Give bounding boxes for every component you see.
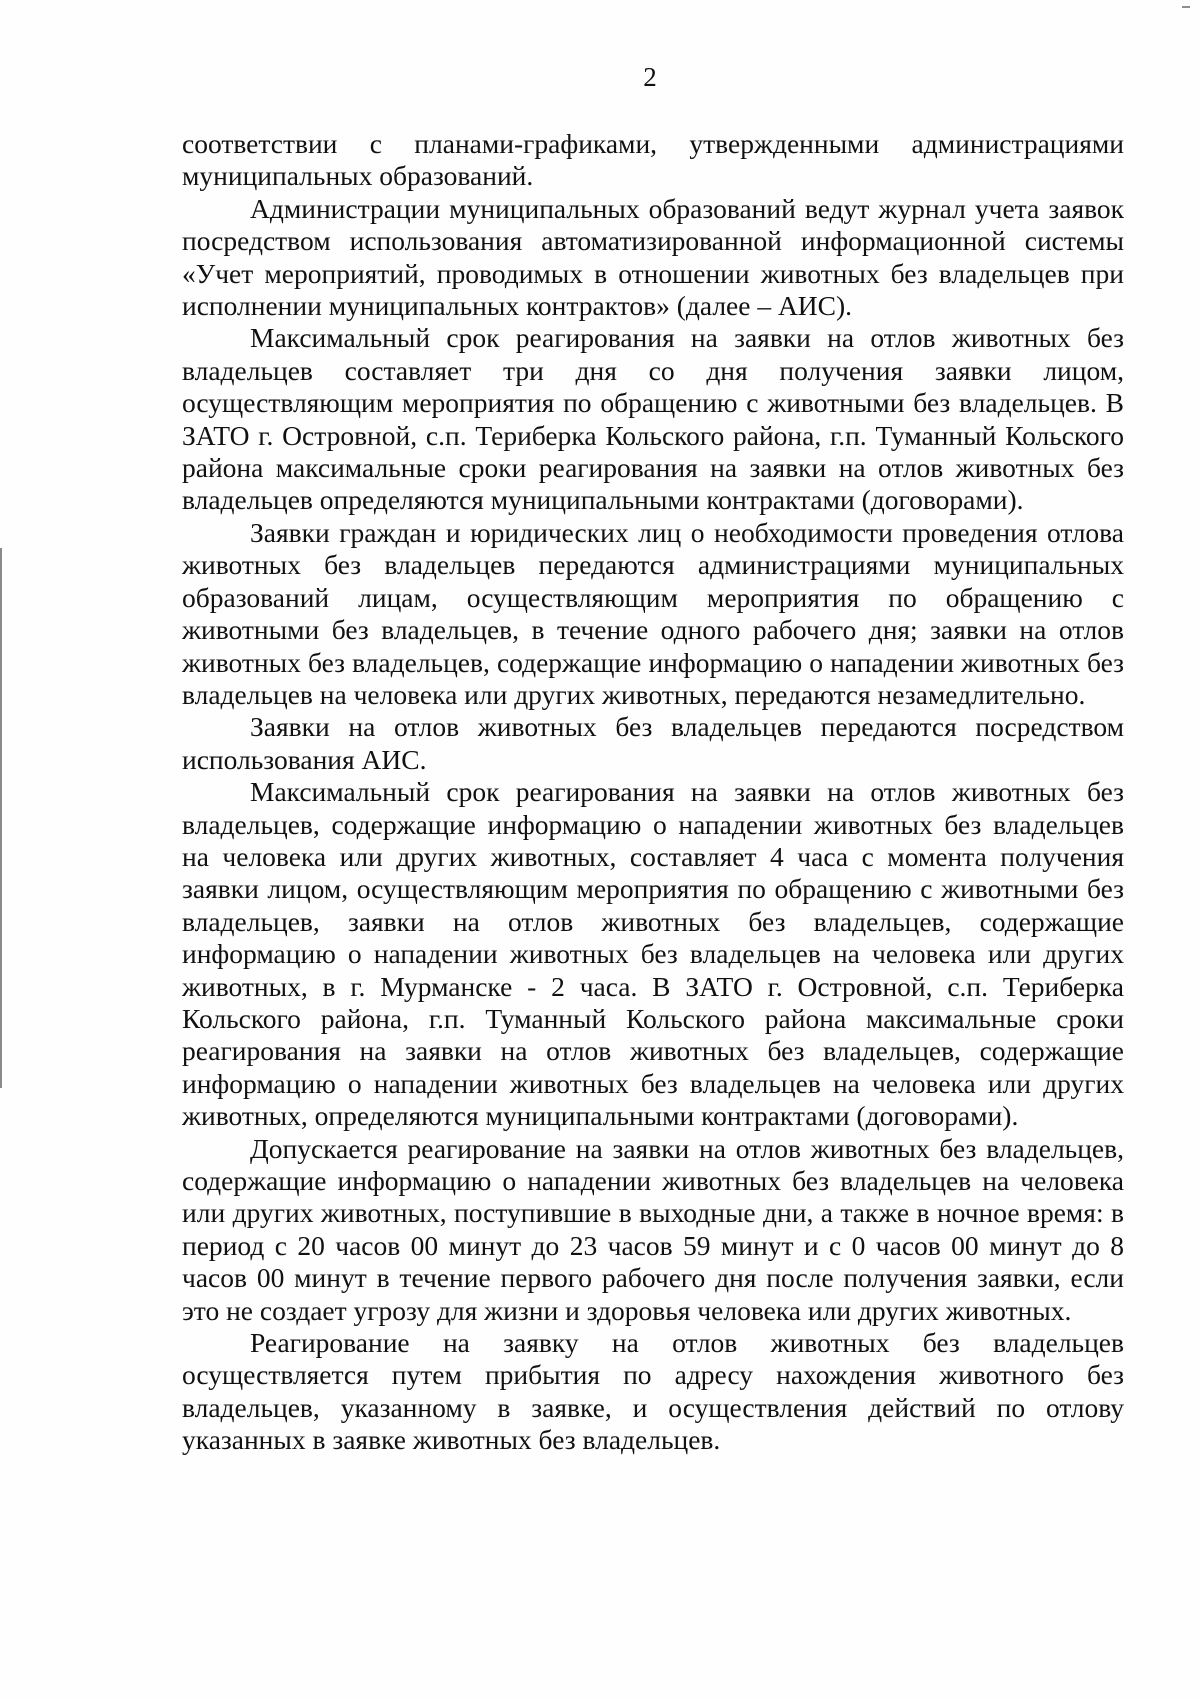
- paragraph-night-weekend-response: Допускается реагирование на заявки на отлов животных без владельцев, содержащие информацию о нападении животных без владельцев на человека или других животных, поступившие в выходные дни, а также в ночное время: в период с 20 часов 00 минут до 23 часов 59 минут и с 0 часов 00 минут до 8 часов 00 минут в течение первого рабочего дня после получения заявки, если это не создает угрозу для жизни и здоровья человека или других животных.: [182, 1132, 1124, 1326]
- scan-corner-mark: [1182, 6, 1190, 8]
- paragraph-attack-response-term: Максимальный срок реагирования на заявки на отлов животных без владельцев, содержащие информацию о нападении животных без владельцев на человека или других животных, составляет 4 часа с момента получения заявки лицом, осуществляющим мероприятия по обращению с животными без владельцев, заявки на отлов животных без владельцев, содержащие информацию о нападении животных без владельцев на человека или других животных, в г. Мурманске - 2 часа. В ЗАТО г. Островной, с.п. Териберка Кольского района, г.п. Туманный Кольского района максимальные сроки реагирования на заявки на отлов животных без владельцев, содержащие информацию о нападении животных без владельцев на человека или других животных, определяются муниципальными контрактами (договорами).: [182, 776, 1124, 1132]
- paragraph-requests-via-ais: Заявки на отлов животных без владельцев передаются посредством использования АИС.: [182, 711, 1124, 775]
- scan-edge-shadow: [0, 548, 2, 1088]
- page-number: 2: [643, 62, 657, 92]
- paragraph-ais-journal: Администрации муниципальных образований ведут журнал учета заявок посредством использования автоматизированной информационной системы «Учет мероприятий, проводимых в отношении животных без владельцев при исполнении муниципальных контрактов» (далее – АИС).: [182, 192, 1124, 322]
- paragraph-response-procedure: Реагирование на заявку на отлов животных без владельцев осуществляется путем прибытия по адресу нахождения животного без владельцев, указанному в заявке, и осуществления действий по отлову указанных в заявке животных без владельцев.: [182, 1327, 1124, 1456]
- paragraph-requests-transfer: Заявки граждан и юридических лиц о необходимости проведения отлова животных без владельцев передаются администрациями муниципальных образований лицам, осуществляющим мероприятия по обращению с животными без владельцев, в течение одного рабочего дня; заявки на отлов животных без владельцев, содержащие информацию о нападении животных без владельцев на человека или других животных, передаются незамедлительно.: [182, 516, 1124, 710]
- document-body: [182, 128, 1124, 1457]
- paragraph-continuation: соответствии с планами-графиками, утвержденными администрациями муниципальных образований.: [182, 128, 1124, 192]
- paragraph-max-response-term: Максимальный срок реагирования на заявки на отлов животных без владельцев составляет три дня со дня получения заявки лицом, осуществляющим мероприятия по обращению с животными без владельцев. В ЗАТО г. Островной, с.п. Териберка Кольского района, г.п. Туманный Кольского района максимальные сроки реагирования на заявки на отлов животных без владельцев определяются муниципальными контрактами (договорами).: [182, 322, 1124, 516]
